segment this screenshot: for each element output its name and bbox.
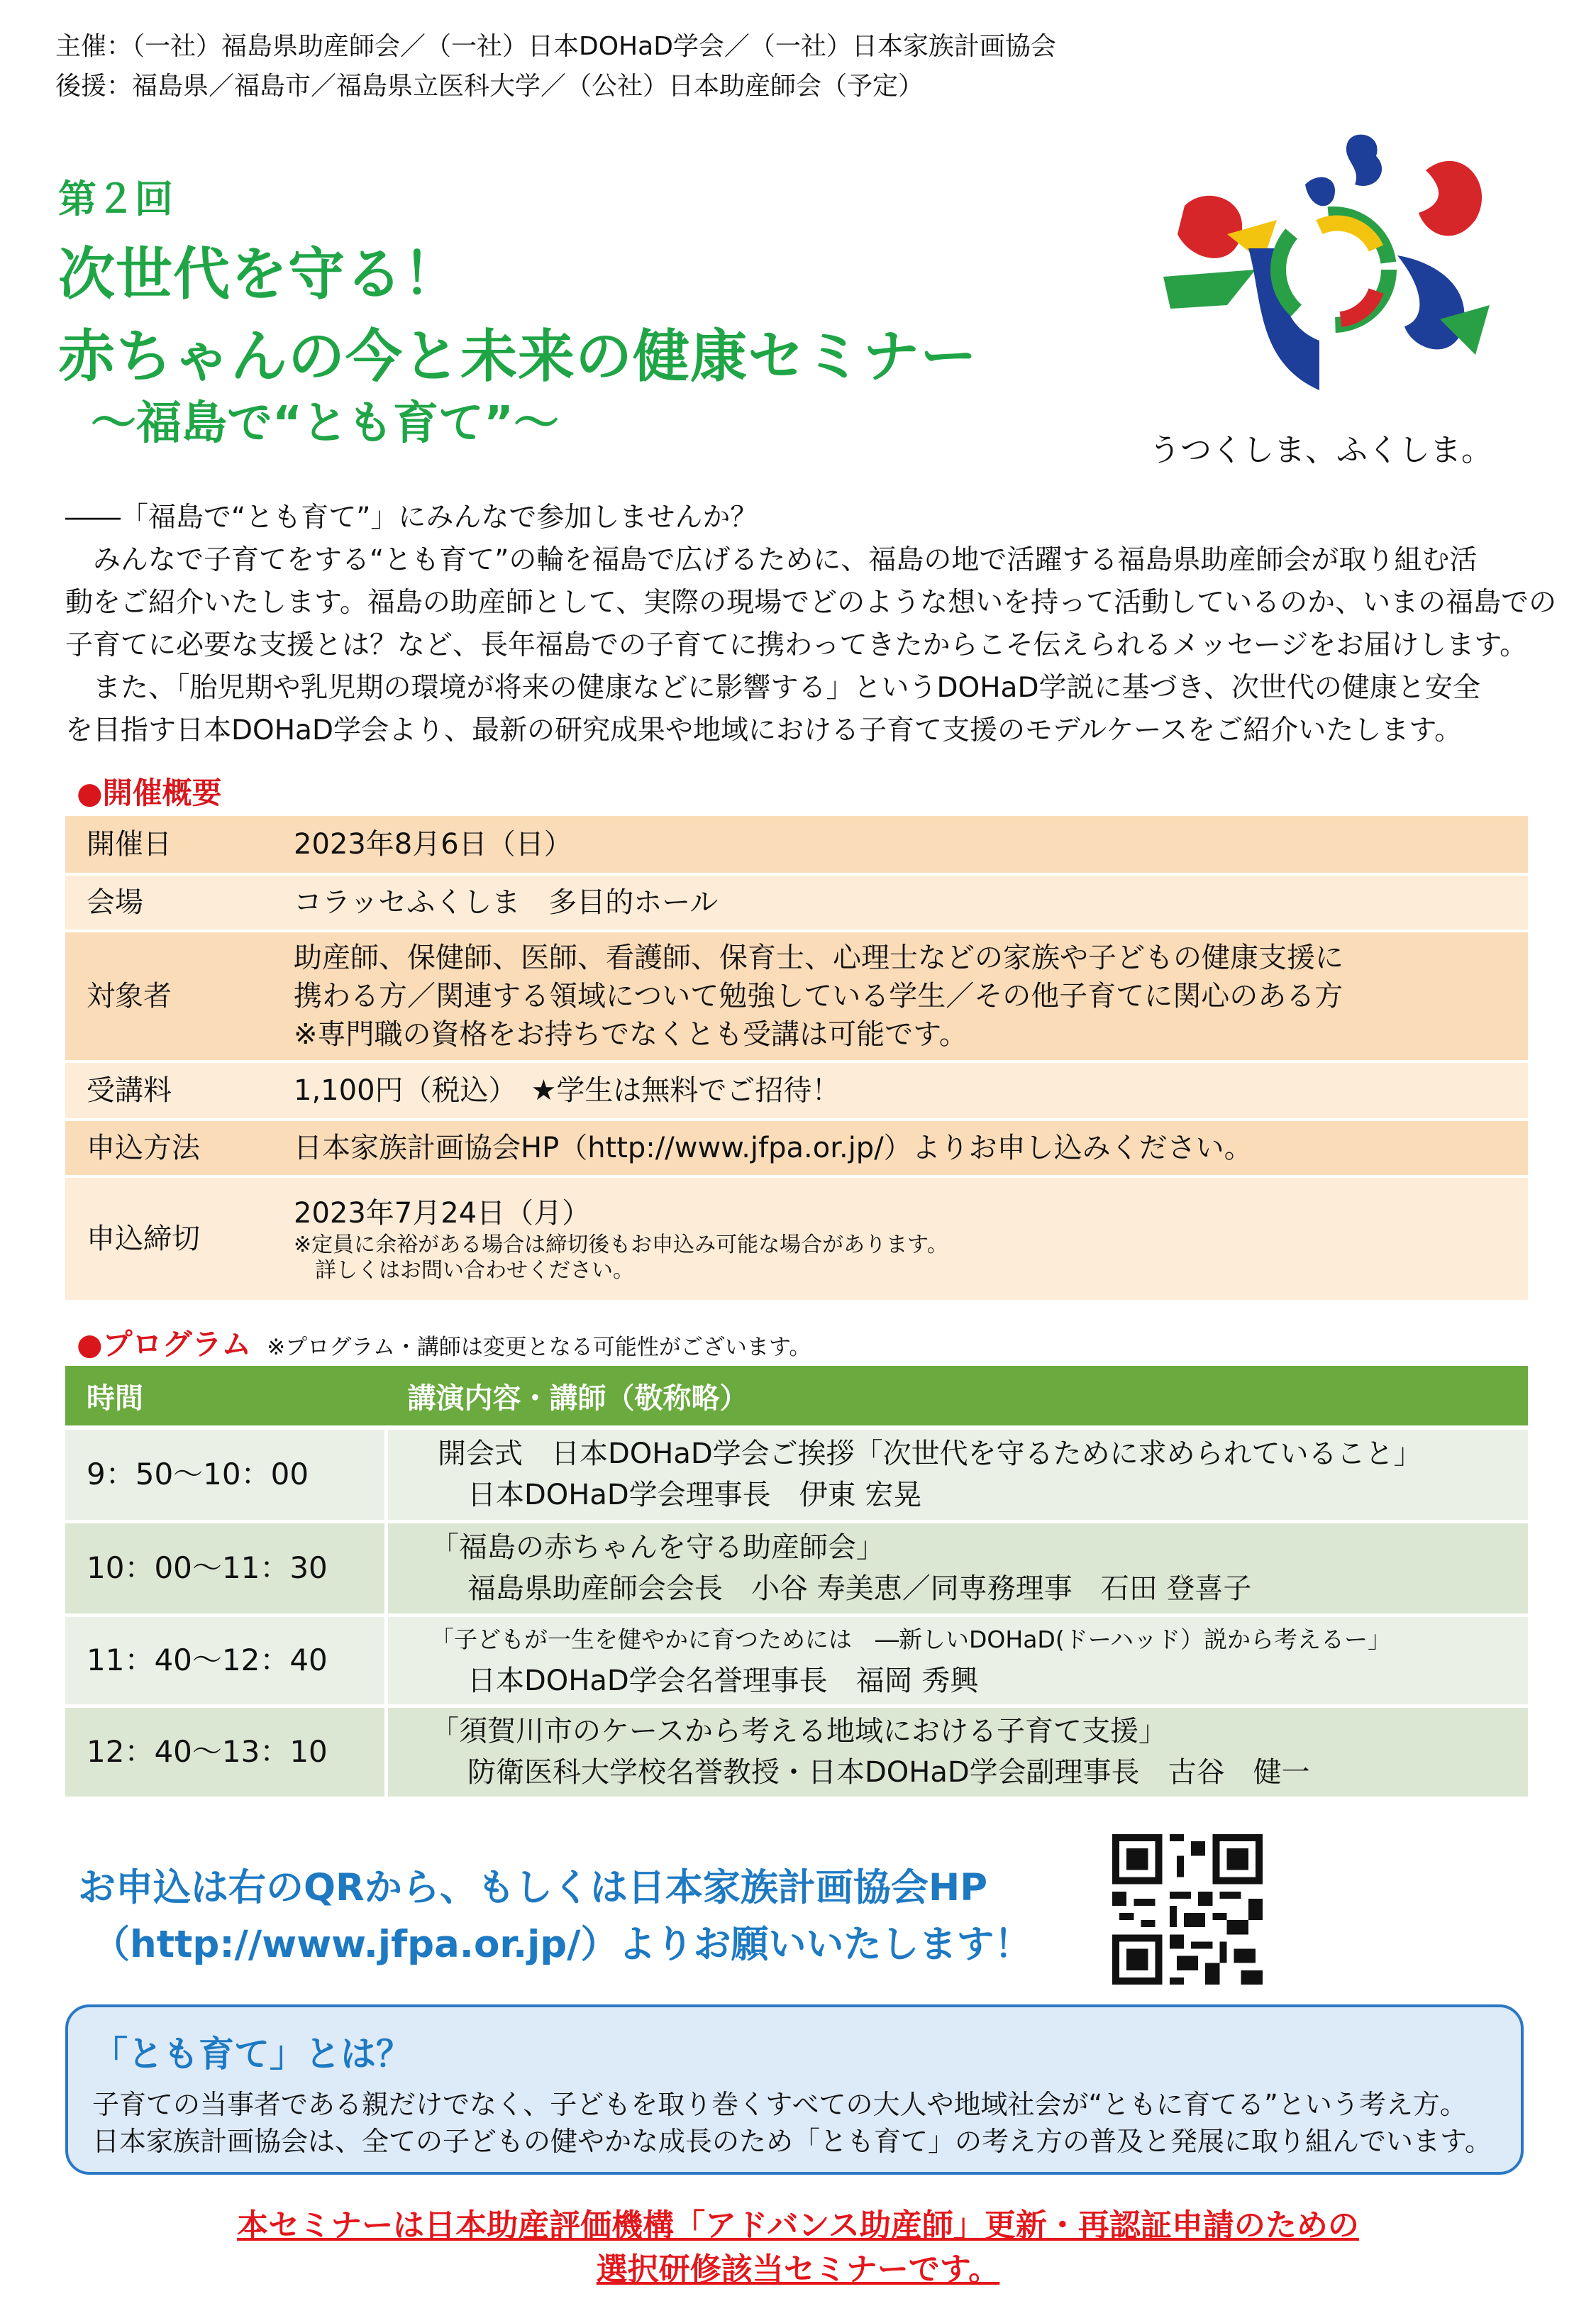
intro-line: 動をご紹介いたします。福島の助産師として、実際の現場でどのような想いを持って活動しているのか、いまの福島での <box>65 587 1557 619</box>
row-value: コラッセふくしま 多目的ホール <box>272 874 1528 931</box>
cta-line2[interactable]: （http://www.jfpa.or.jp/）よりお願いいたします！ <box>92 1923 1032 1966</box>
tomosodate-heading: 「とも育て」とは？ <box>92 2034 411 2075</box>
row-value: 日本家族計画協会HP（http://www.jfpa.or.jp/）よりお申し込みください。 <box>272 1120 1528 1176</box>
row-value <box>272 1176 1528 1301</box>
qr-code[interactable] <box>1112 1834 1263 1985</box>
overview-table <box>65 816 1528 1303</box>
cta-line1: お申込は右のQRから、もしくは日本家族計画協会HP <box>78 1866 988 1909</box>
target-line: 助産師、保健師、医師、看護師、保育士、心理士などの家族や子どもの健康支援に <box>294 942 1343 974</box>
program-time: 9：50～10：00 <box>65 1428 387 1521</box>
program-heading <box>77 1321 811 1364</box>
program-title: 「子どもが一生を健やかに育つためには ―新しいDOHaD(ドーハッド）説から考えるー」 <box>431 1626 1392 1653</box>
table-row <box>65 1120 1528 1176</box>
table-row <box>65 1521 1528 1615</box>
table-row <box>65 931 1528 1061</box>
deadline-note: 詳しくはお問い合わせください。 <box>294 1258 634 1283</box>
row-label: 申込方法 <box>65 1120 272 1176</box>
program-time: 10：00～11：30 <box>65 1521 387 1615</box>
program-heading-label: ●プログラム <box>77 1327 252 1362</box>
table-row <box>65 816 1528 874</box>
edition-label: 第２回 <box>58 177 173 221</box>
program-title: 「須賀川市のケースから考える地域における子育て支援」 <box>431 1715 1167 1748</box>
program-title: 開会式 日本DOHaD学会ご挨拶「次世代を守るために求められていること」 <box>438 1438 1422 1471</box>
footer-notice-line2: 選択研修該当セミナーです。 <box>596 2251 1000 2288</box>
intro-line: を目指す日本DOHaD学会より、最新の研究成果や地域における子育て支援のモデルケースをご紹介いたします。 <box>65 715 1463 746</box>
table-row <box>65 1706 1528 1798</box>
page-subtitle: ～福島で“とも育て”～ <box>91 397 560 450</box>
logo-caption: うつくしま、ふくしま。 <box>1149 432 1492 468</box>
table-row <box>65 1615 1528 1706</box>
row-value: 1,100円（税込） ★学生は無料でご招待！ <box>272 1061 1528 1120</box>
program-content <box>387 1706 1529 1798</box>
intro-line: ――「福島で“とも育て”」にみんなで参加しませんか？ <box>65 502 758 534</box>
supporter-line: 後援：福島県／福島市／福島県立医科大学／（公社）日本助産師会（予定） <box>55 72 924 101</box>
target-line: ※専門職の資格をお持ちでなくとも受講は可能です。 <box>294 1018 968 1051</box>
organizer-line: 主催：（一社）福島県助産師会／（一社）日本DOHaD学会／（一社）日本家族計画協会 <box>55 32 1056 61</box>
program-content <box>387 1615 1529 1706</box>
overview-heading: ●開催概要 <box>77 776 222 810</box>
intro-line: 子育てに必要な支援とは？など、長年福島での子育てに携わってきたからこそ伝えられるメッセージをお届けします。 <box>65 629 1528 661</box>
page-title-line2: 赤ちゃんの今と未来の健康セミナー <box>58 324 977 390</box>
footer-notice-line1: 本セミナーは日本助産評価機構「アドバンス助産師」更新・再認証申請のための <box>237 2207 1359 2244</box>
deadline-date: 2023年7月24日（月） <box>294 1197 591 1230</box>
column-header-time: 時間 <box>65 1366 387 1428</box>
table-row <box>65 1176 1528 1301</box>
program-content <box>387 1428 1529 1521</box>
column-header-content: 講演内容・講師（敬称略） <box>387 1366 1529 1428</box>
table-header-row <box>65 1366 1528 1428</box>
intro-line: みんなで子育てをする“とも育て”の輪を福島で広げるために、福島の地で活躍する福島県助産師会が取り組む活 <box>65 544 1478 576</box>
tomosodate-line: 子育ての当事者である親だけでなく、子どもを取り巻くすべての大人や地域社会が“ともに育てる”という考え方。 <box>92 2089 1467 2120</box>
table-row <box>65 874 1528 931</box>
target-line: 携わる方／関連する領域について勉強している学生／その他子育てに関心のある方 <box>294 980 1343 1013</box>
row-label: 会場 <box>65 874 272 931</box>
row-label: 開催日 <box>65 816 272 874</box>
table-row <box>65 1061 1528 1120</box>
tomosodate-info-box <box>65 2004 1524 2175</box>
program-speaker: 日本DOHaD学会理事長 伊東 宏晃 <box>467 1479 922 1512</box>
table-row <box>65 1428 1528 1521</box>
intro-line: また、「胎児期や乳児期の環境が将来の健康などに影響する」というDOHaD学説に基づき、次世代の健康と安全 <box>65 672 1480 704</box>
program-time: 11：40～12：40 <box>65 1615 387 1706</box>
program-speaker: 福島県助産師会会長 小谷 寿美恵／同専務理事 石田 登喜子 <box>467 1572 1252 1605</box>
program-note: ※プログラム・講師は変更となる可能性がございます。 <box>267 1335 811 1360</box>
row-label: 対象者 <box>65 931 272 1061</box>
fukushima-logo <box>1142 128 1511 419</box>
program-content <box>387 1521 1529 1615</box>
program-title: 「福島の赤ちゃんを守る助産師会」 <box>431 1531 885 1564</box>
program-time: 12：40～13：10 <box>65 1706 387 1798</box>
intro-text <box>65 497 1557 752</box>
program-speaker: 日本DOHaD学会名誉理事長 福岡 秀興 <box>467 1665 979 1697</box>
tomosodate-line: 日本家族計画協会は、全ての子どもの健やかな成長のため「とも育て」の考え方の普及と発展に取り組んでいます。 <box>92 2126 1492 2157</box>
program-speaker: 防衛医科大学校名誉教授・日本DOHaD学会副理事長 古谷 健一 <box>467 1756 1310 1789</box>
page-title-line1: 次世代を守る！ <box>58 241 460 307</box>
deadline-note: ※定員に余裕がある場合は締切後もお申込み可能な場合があります。 <box>294 1232 948 1257</box>
row-value: 2023年8月6日（日） <box>272 816 1528 874</box>
row-label: 受講料 <box>65 1061 272 1120</box>
row-value <box>272 931 1528 1061</box>
row-label: 申込締切 <box>65 1176 272 1301</box>
program-table <box>65 1366 1528 1800</box>
